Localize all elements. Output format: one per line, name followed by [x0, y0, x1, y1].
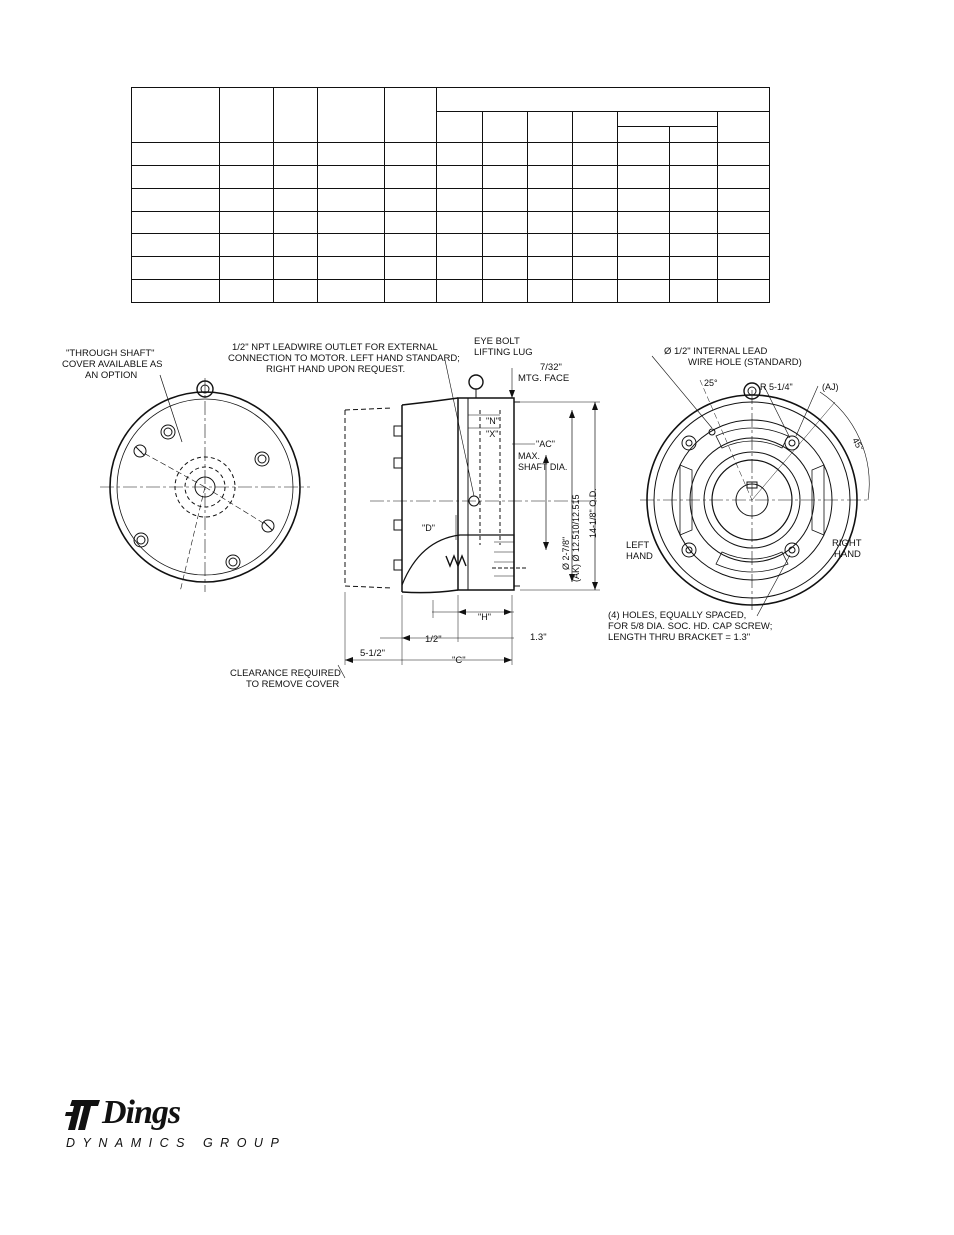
table-cell — [528, 257, 573, 280]
table-cell — [437, 280, 483, 303]
holes-label: FOR 5/8 DIA. SOC. HD. CAP SCREW; — [608, 621, 773, 632]
table-cell — [220, 257, 274, 280]
table-cell — [573, 257, 618, 280]
table-row — [132, 211, 770, 234]
table-cell — [385, 257, 437, 280]
table-row — [132, 257, 770, 280]
header-cell — [528, 111, 573, 142]
table-cell — [220, 234, 274, 257]
table-cell — [718, 188, 770, 211]
clearance-label: CLEARANCE REQUIRED — [230, 668, 341, 679]
table-cell — [528, 280, 573, 303]
npt-outlet-label: CONNECTION TO MOTOR. LEFT HAND STANDARD; — [228, 353, 460, 364]
od-dimension: 14-1/8" O.D. — [588, 488, 598, 538]
table-cell — [220, 188, 274, 211]
table-cell — [220, 211, 274, 234]
npt-outlet-label: 1/2" NPT LEADWIRE OUTLET FOR EXTERNAL — [232, 342, 438, 353]
bolt-hole — [255, 452, 269, 466]
lead-hole-label: WIRE HOLE (STANDARD) — [688, 357, 802, 368]
table-cell — [670, 165, 718, 188]
h-dimension: "H" — [478, 612, 491, 622]
through-shaft-label: AN OPTION — [85, 370, 138, 381]
table-cell — [132, 211, 220, 234]
table-cell — [220, 143, 274, 166]
table-cell — [718, 143, 770, 166]
npt-outlet-label: RIGHT HAND UPON REQUEST. — [266, 364, 406, 375]
ak-diameter-dimension: (AK) Ø 12.510/12.515 — [571, 494, 581, 582]
table-cell — [274, 257, 318, 280]
table-cell — [437, 165, 483, 188]
cover-end-view — [100, 375, 310, 592]
table-cell — [618, 257, 670, 280]
table-cell — [718, 234, 770, 257]
dings-logo — [64, 1094, 294, 1154]
table-cell — [670, 257, 718, 280]
table-cell — [483, 188, 528, 211]
table-cell — [573, 280, 618, 303]
table-cell — [718, 257, 770, 280]
mounting-face-view — [640, 356, 870, 616]
table-cell — [483, 165, 528, 188]
table-cell — [220, 165, 274, 188]
header-cell — [670, 127, 718, 143]
table-cell — [573, 234, 618, 257]
table-cell — [573, 143, 618, 166]
table-cell — [528, 211, 573, 234]
logo-name: Dings — [102, 1094, 181, 1131]
left-hand-label: HAND — [626, 551, 653, 562]
shaft-diameter-dimension: Ø 2-7/8" — [561, 536, 571, 570]
lead-hole-label: Ø 1/2" INTERNAL LEAD — [664, 346, 768, 357]
bolt-hole — [161, 425, 175, 439]
left-hand-label: LEFT — [626, 540, 650, 551]
table-row — [132, 234, 770, 257]
bolt-hole — [226, 555, 240, 569]
mounting-hole — [682, 436, 696, 450]
table-cell — [670, 280, 718, 303]
c-dimension: "C" — [452, 655, 466, 666]
table-cell — [132, 234, 220, 257]
table-cell — [528, 234, 573, 257]
header-cell — [618, 127, 670, 143]
table-cell — [274, 165, 318, 188]
table-cell — [437, 234, 483, 257]
spec-table — [131, 87, 770, 303]
max-label: MAX. — [518, 451, 541, 461]
table-cell — [618, 143, 670, 166]
table-cell — [318, 234, 385, 257]
table-cell — [132, 280, 220, 303]
dimensions-header-cell — [437, 88, 770, 112]
right-hand-label: HAND — [834, 549, 861, 560]
ac-dimension: "AC" — [536, 439, 555, 449]
table-cell — [437, 211, 483, 234]
dings-logo-icon — [64, 1098, 102, 1132]
table-cell — [437, 143, 483, 166]
table-row — [132, 280, 770, 303]
table-cell — [618, 211, 670, 234]
header-cell — [573, 111, 618, 142]
header-cell — [437, 111, 483, 142]
table-cell — [318, 165, 385, 188]
table-cell — [618, 280, 670, 303]
eye-bolt-label: EYE BOLT — [474, 336, 520, 347]
header-cell — [385, 88, 437, 143]
table-cell — [274, 188, 318, 211]
table-cell — [318, 280, 385, 303]
header-cell — [618, 111, 718, 127]
clearance-label: TO REMOVE COVER — [246, 679, 340, 690]
table-cell — [483, 280, 528, 303]
table-cell — [573, 165, 618, 188]
header-cell — [132, 88, 220, 143]
table-cell — [483, 143, 528, 166]
table-row — [132, 188, 770, 211]
through-shaft-label: COVER AVAILABLE AS — [62, 359, 163, 370]
table-cell — [274, 211, 318, 234]
table-cell — [132, 257, 220, 280]
table-cell — [670, 211, 718, 234]
half-inch-dimension: 1/2" — [425, 634, 442, 645]
table-cell — [573, 188, 618, 211]
table-cell — [618, 188, 670, 211]
table-cell — [132, 188, 220, 211]
angle-25-label: 25° — [704, 378, 718, 388]
table-cell — [718, 211, 770, 234]
x-dimension: "X" — [486, 429, 499, 439]
table-cell — [385, 280, 437, 303]
table-cell — [318, 257, 385, 280]
one-three-dimension: 1.3" — [530, 632, 547, 643]
header-cell — [274, 88, 318, 143]
holes-label: LENGTH THRU BRACKET = 1.3" — [608, 632, 751, 643]
holes-label: (4) HOLES, EQUALLY SPACED, — [608, 610, 747, 621]
table-cell — [274, 143, 318, 166]
header-cell — [718, 111, 770, 142]
logo-tagline: DYNAMICS GROUP — [66, 1136, 287, 1150]
table-cell — [718, 280, 770, 303]
table-row — [132, 165, 770, 188]
table-cell — [318, 188, 385, 211]
table-cell — [670, 143, 718, 166]
table-row — [132, 143, 770, 166]
table-cell — [483, 234, 528, 257]
table-cell — [618, 165, 670, 188]
bolt-hole — [134, 533, 148, 547]
table-cell — [528, 143, 573, 166]
table-cell — [274, 234, 318, 257]
table-cell — [385, 188, 437, 211]
table-cell — [385, 143, 437, 166]
table-cell — [528, 188, 573, 211]
eye-bolt-label: LIFTING LUG — [474, 347, 533, 358]
through-shaft-label: "THROUGH SHAFT" — [66, 348, 155, 359]
mtg-face-label: MTG. FACE — [518, 373, 570, 384]
angle-45-label: 45° — [850, 436, 866, 453]
aj-label: (AJ) — [822, 382, 839, 392]
table-cell — [618, 234, 670, 257]
side-elevation-view — [338, 360, 600, 678]
shaft-dia-label: SHAFT DIA. — [518, 462, 568, 472]
table-cell — [318, 143, 385, 166]
table-cell — [670, 234, 718, 257]
table-cell — [385, 234, 437, 257]
header-cell — [483, 111, 528, 142]
radius-label: R 5-1/4" — [760, 382, 793, 392]
d-dimension: "D" — [422, 523, 435, 533]
right-hand-label: RIGHT — [832, 538, 862, 549]
technical-drawing — [0, 320, 954, 700]
table-cell — [385, 211, 437, 234]
spec-table-body — [132, 143, 770, 303]
table-cell — [718, 165, 770, 188]
clearance-dimension: 5-1/2" — [360, 648, 386, 659]
table-cell — [274, 280, 318, 303]
table-cell — [318, 211, 385, 234]
table-cell — [483, 257, 528, 280]
table-cell — [528, 165, 573, 188]
table-cell — [132, 143, 220, 166]
table-cell — [670, 188, 718, 211]
table-cell — [132, 165, 220, 188]
n-dimension: "N" — [486, 416, 499, 426]
header-cell — [318, 88, 385, 143]
table-cell — [573, 211, 618, 234]
table-cell — [385, 165, 437, 188]
mtg-face-label: 7/32" — [540, 362, 562, 373]
table-cell — [220, 280, 274, 303]
table-cell — [437, 188, 483, 211]
table-cell — [483, 211, 528, 234]
table-cell — [437, 257, 483, 280]
mounting-hole — [785, 543, 799, 557]
header-cell — [220, 88, 274, 143]
